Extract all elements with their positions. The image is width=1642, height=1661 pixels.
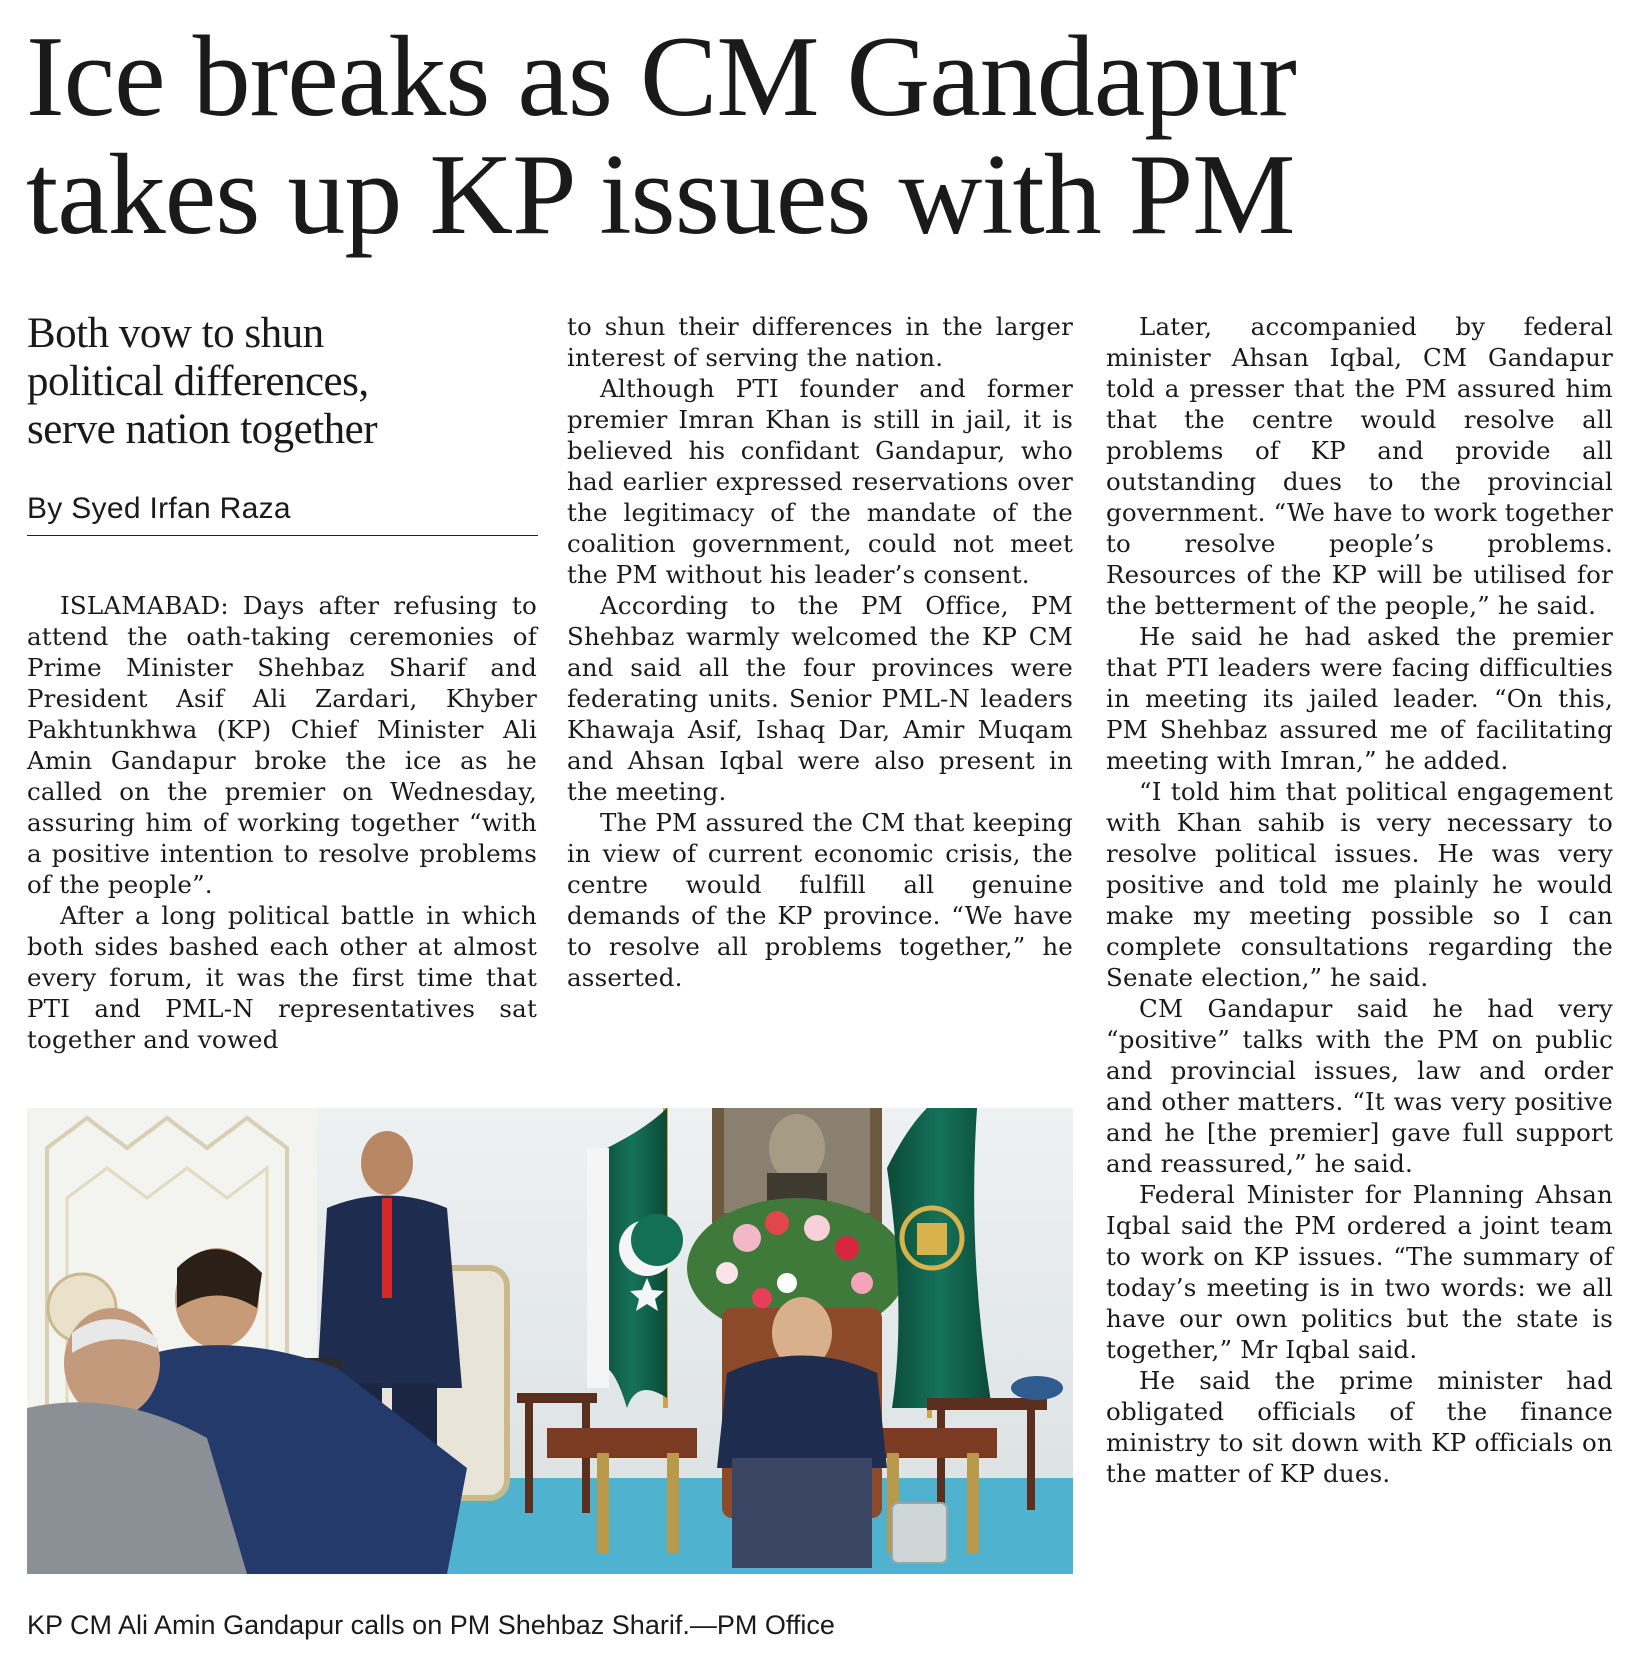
headline [26, 13, 1626, 259]
side-table [927, 1398, 1047, 1410]
paragraph-dateline: ISLAMABAD: Days after refusing to attend the oath-taking ceremonies of Prime Minister Shehbaz Sharif and President Asif Ali Zardari, Khyber Pakhtunkhwa (KP) Chief Minister Ali Amin Gandapur broke the ice as he called on the premier on Wednesday, assuring him of working together “with a positive intention to resolve problems of the people”. [27, 591, 537, 899]
column-3 [1106, 311, 1613, 1489]
paragraph: The PM assured the CM that keeping in view of current economic crisis, the centre would fulfill all genuine demands of the KP province. “We have to resolve all problems together,” he asserted. [567, 808, 1073, 992]
paragraph: CM Gandapur said he had very “positive” talks with the PM on public and provincial issues, law and order and other matters. “It was very positive and he [the premier] gave full support and reassured,” he said. [1106, 994, 1613, 1178]
subheadline-line-3: serve nation together [27, 406, 378, 453]
paragraph: Federal Minister for Planning Ahsan Iqbal said the PM ordered a joint team to work on KP issues. “The summary of today’s meeting is in two words: we all have our own politics but the state is together,” Mr Iqbal said. [1106, 1180, 1613, 1364]
headline-line-1: Ice breaks as CM Gandapur [26, 13, 1296, 141]
news-photo [27, 1108, 1073, 1574]
meeting-photo-illustration [27, 1108, 1073, 1574]
paragraph: According to the PM Office, PM Shehbaz warmly welcomed the KP CM and said all the four provinces were federating units. Senior PML-N leaders Khawaja Asif, Ishaq Dar, Amir Muqam and Ahsan Iqbal were also present in the meeting. [567, 591, 1073, 806]
paragraph: He said the prime minister had obligated officials of the finance ministry to sit down with KP officials on the matter of KP dues. [1106, 1366, 1613, 1488]
person-standing-head [361, 1131, 413, 1195]
bowl [1011, 1376, 1063, 1400]
paragraph-continued: to shun their differences in the larger interest of serving the nation. [567, 312, 1073, 372]
paragraph: “I told him that political engagement with Khan sahib is very necessary to resolve political issues. He was very positive and told me plainly he would make my meeting possible so I can complete consultations regarding the Senate election,” he said. [1106, 777, 1613, 992]
headline-line-2: takes up KP issues with PM [26, 131, 1295, 259]
person-pm-body [717, 1356, 887, 1469]
photo-caption: KP CM Ali Amin Gandapur calls on PM Shehbaz Sharif.—PM Office [27, 1610, 835, 1640]
paragraph: Although PTI founder and former premier Imran Khan is still in jail, it is believed his confidant Gandapur, who had earlier expressed reservations over the legitimacy of the mandate of the coalition government, could not meet the PM without his leader’s consent. [567, 374, 1073, 589]
column-2 [567, 311, 1073, 993]
subheadline-line-2: political differences, [27, 358, 369, 405]
subheadline-line-1: Both vow to shun [27, 310, 324, 357]
paragraph: He said he had asked the premier that PTI leaders were facing difficulties in meeting its jailed leader. “On this, PM Shehbaz assured me of facilitating meeting with Imran,” he added. [1106, 622, 1613, 775]
wastebasket [892, 1503, 947, 1563]
column-1 [27, 590, 537, 1055]
subheadline [27, 310, 537, 454]
paragraph: Later, accompanied by federal minister Ahsan Iqbal, CM Gandapur told a presser that the PM assured him that the centre would resolve all problems of KP and provide all outstanding dues to the provincial government. “We have to work together to resolve people’s problems. Resources of the KP will be utilised for the betterment of the people,” he said. [1106, 312, 1613, 620]
byline: By Syed Irfan Raza [27, 491, 538, 536]
side-table [517, 1393, 597, 1403]
paragraph: After a long political battle in which both sides bashed each other at almost every forum, it was the first time that PTI and PML-N representatives sat together and vowed [27, 901, 537, 1054]
